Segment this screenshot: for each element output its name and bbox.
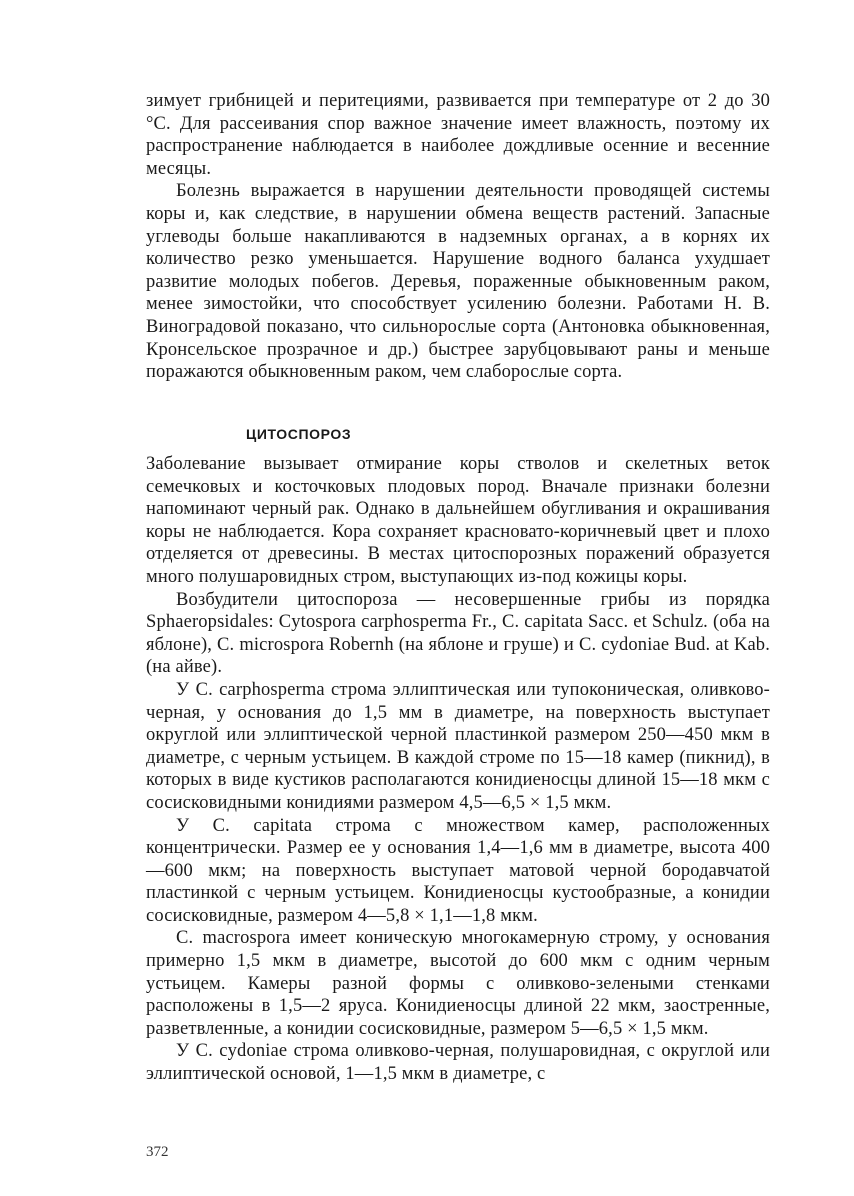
paragraph-c-macrospora: C. macrospora имеет коническую многокамерную строму, у основания примерно 1,5 мкм в диаметре, высотой до 600 мкм с одним черным устьицем. Камеры разной формы с оливково-зелеными стенками расположены в 1,5—2 яруса. Конидиеносцы длиной 22 мкм, заостренные, разветвленные, а конидии сосисковидные, размером 5—6,5 × 1,5 мкм. (146, 928, 770, 1039)
paragraph-cytosporosis-intro: Заболевание вызывает отмирание коры стволов и скелетных веток семечковых и косточковых плодовых пород. Вначале признаки болезни напоминают черный рак. Однако в дальнейшем обугливания и окрашивания коры не наблюдается. Кора сохраняет красновато-коричневый цвет и плохо отделяется от древесины. В местах цитоспорозных поражений образуется много полушаровидных стром, выступающих из-под кожицы коры. (146, 454, 770, 587)
paragraph-c-capitata: У C. capitata строма с множеством камер, расположенных концентрически. Размер ее у основания 1,4—1,6 мм в диаметре, высота 400—600 мкм; на поверхность выступает матовой черной бородавчатой пластинкой с черным устьицем. Конидиеносцы кустообразные, а конидии сосисковидные, размером 4—5,8 × 1,1—1,8 мкм. (146, 815, 770, 926)
paragraph-pathogens: Возбудители цитоспороза — несовершенные грибы из порядка Sphaeropsidales: Cytospora carphosperma Fr., C. capitata Sacc. et Schulz. (оба на яблоне), C. microspora Robernh (на яблоне и груше) и C. cydoniae Bud. at Kab. (на айве). (146, 589, 770, 678)
paragraph-disease-description: Болезнь выражается в нарушении деятельности проводящей системы коры и, как следствие, в нарушении обмена веществ растений. Запасные углеводы больше накапливаются в надземных органах, а в корнях их количество резко уменьшается. Нарушение водного баланса ухудшает развитие молодых побегов. Деревья, пораженные обыкновенным раком, менее зимостойки, что способствует усилению болезни. Работами Н. В. Виноградовой показано, что сильнорослые сорта (Антоновка обыкновенная, Кронсельское прозрачное и др.) быстрее зарубцовывают раны и меньше поражаются обыкновенным раком, чем слаборослые сорта. (146, 181, 770, 383)
text-block-bottom (146, 453, 770, 1086)
paragraph-c-cydoniae: У C. cydoniae строма оливково-черная, полушаровидная, с округлой или эллиптической основой, 1—1,5 мкм в диаметре, с (146, 1041, 770, 1085)
text-block-top (146, 90, 770, 384)
paragraph-continuation: зимует грибницей и перитециями, развивается при температуре от 2 до 30 °С. Для рассеивания спор важное значение имеет влажность, поэтому их распространение наблюдается в наиболее дождливые осенние и весенние месяцы. (146, 91, 770, 179)
section-heading: ЦИТОСПОРОЗ (246, 426, 352, 442)
paragraph-c-carphosperma: У C. carphosperma строма эллиптическая или тупоконическая, оливково-черная, у основания до 1,5 мм в диаметре, на поверхность выступает округлой или эллиптической черной пластинкой размером 250—450 мкм в диаметре, с черным устьицем. В каждой строме по 15—18 камер (пикнид), в которых в виде кустиков располагаются конидиеносцы длиной 15—18 мкм с сосисковидными конидиями размером 4,5—6,5 × 1,5 мкм. (146, 679, 770, 813)
page-number: 372 (146, 1144, 169, 1160)
